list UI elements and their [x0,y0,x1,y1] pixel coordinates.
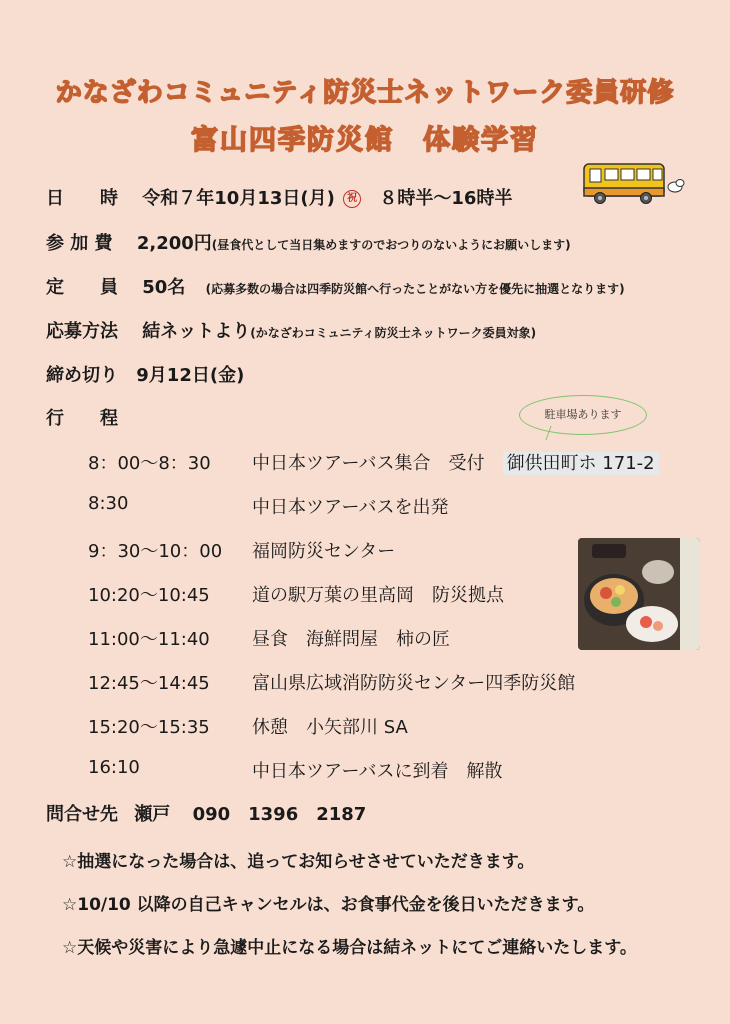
schedule-time: 9：30～10：00 [88,541,223,562]
fee-row [46,229,571,255]
contact-label: 問合せ先 [46,804,118,825]
schedule-time: 8：00～8：30 [88,453,211,474]
apply-note: (かなざわコミュニティ防災士ネットワーク委員対象) [250,326,537,340]
note-item: ☆天候や災害により急遽中止になる場合は結ネットにてご連絡いたします。 [62,938,637,958]
schedule-desc: 福岡防災センター [252,541,396,562]
lunch-photo [578,538,700,650]
contact-row [46,800,366,826]
fee-note: (昼食代として当日集めますのでおつりのないようにお願いします) [211,238,571,252]
schedule-desc: 中日本ツアーバスに到着 解散 [252,761,503,782]
title-line-2: 富山四季防災館 体験学習 [191,125,539,156]
schedule-desc: 休憩 小矢部川 SA [252,717,408,738]
capacity-note: (応募多数の場合は四季防災館へ行ったことがない方を優先に抽選となります) [205,282,625,296]
capacity-value: 50名 [142,277,186,298]
parking-note: 駐車場あります [519,395,647,435]
schedule-time: 12:45～14:45 [88,673,210,694]
schedule-time: 15:20～15:35 [88,717,210,738]
schedule-time: 10:20～10:45 [88,585,210,606]
note-item: ☆10/10 以降の自己キャンセルは、お食事代金を後日いただきます。 [62,895,595,915]
capacity-label: 定 員 [46,277,118,298]
schedule-desc: 中日本ツアーバス集合 受付 御供田町ホ 171-2 [252,449,659,475]
apply-row [46,317,536,343]
schedule-desc: 道の駅万葉の里高岡 防災拠点 [252,585,504,606]
date-label: 日 時 [46,188,118,209]
fee-label: 参 加 費 [46,233,113,254]
contact-phone: 090 1396 2187 [192,804,367,825]
schedule-desc: 昼食 海鮮問屋 柿の匠 [252,629,450,650]
deadline-row [46,361,244,387]
apply-label: 応募方法 [46,321,118,342]
fee-value: 2,200円 [136,233,212,254]
date-row [46,184,512,210]
title-line-1: かなざわコミュニティ防災士ネットワーク委員研修 [55,78,675,108]
capacity-row [46,273,625,299]
deadline-label: 締め切り [46,365,118,386]
bus-icon [580,158,686,208]
date-value: 令和７年10月13日(月) [142,188,335,209]
holiday-mark: 祝 [343,190,361,208]
note-item: ☆抽選になった場合は、追ってお知らせさせていただきます。 [62,852,535,872]
schedule-time: 16:10 [88,757,140,778]
schedule-desc: 富山県広域消防防災センター四季防災館 [252,673,576,694]
contact-name: 瀬戸 [134,804,171,825]
itinerary-label: 行 程 [46,408,118,429]
date-time: ８時半～16時半 [379,188,513,209]
deadline-value: 9月12日(金) [136,365,245,386]
schedule-time: 8:30 [88,493,129,514]
schedule-desc: 中日本ツアーバスを出発 [252,497,449,518]
apply-value: 結ネットより [142,321,251,342]
meeting-address: 御供田町ホ 171-2 [503,452,659,475]
schedule-time: 11:00～11:40 [88,629,210,650]
